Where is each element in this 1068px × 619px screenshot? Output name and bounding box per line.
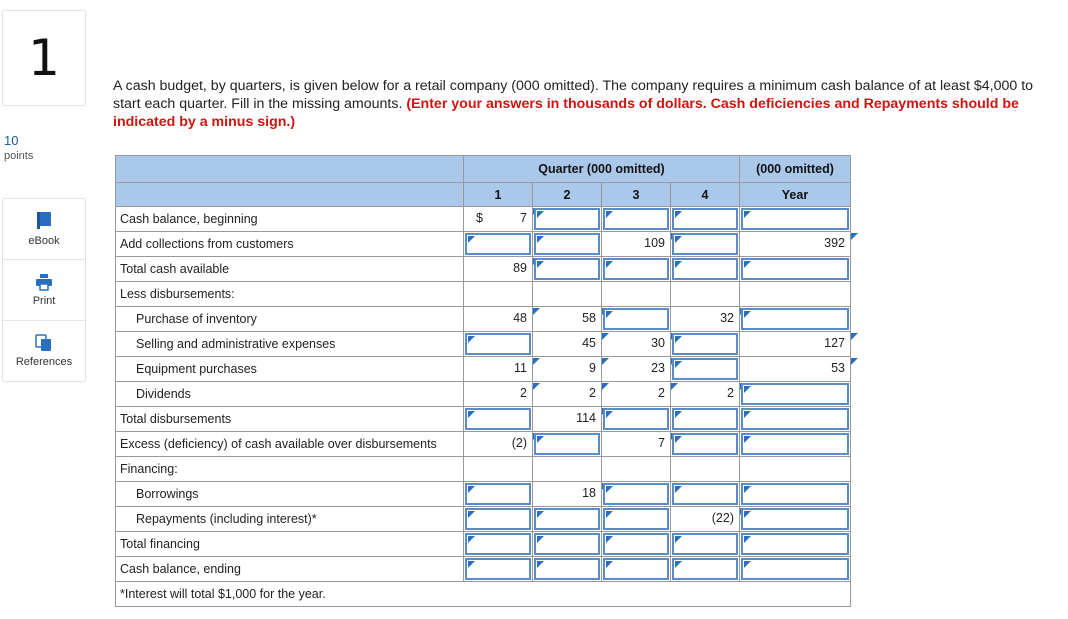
cell-value: 7	[520, 211, 527, 225]
input-box[interactable]	[603, 408, 669, 430]
header-q1: 1	[464, 183, 533, 207]
row-label: Financing:	[116, 457, 464, 482]
input-flag-icon	[537, 536, 544, 543]
cell-value: 58	[582, 311, 596, 325]
header-year: Year	[740, 183, 851, 207]
empty-cell	[740, 457, 851, 482]
input-box[interactable]	[603, 258, 669, 280]
cell-flag-icon	[851, 358, 858, 365]
input-flag-icon	[606, 261, 613, 268]
answer-input-q1[interactable]	[464, 557, 533, 582]
input-box[interactable]	[741, 558, 849, 580]
answer-input-year[interactable]	[740, 557, 851, 582]
question-instructions: (Enter your answers in thousands of dollars. Cash deficiencies and Repayments should be indicated by a minus sign.)	[113, 96, 1019, 130]
given-value-q4	[671, 507, 740, 532]
input-box[interactable]	[672, 358, 738, 380]
input-box[interactable]	[534, 233, 600, 255]
input-flag-icon	[537, 436, 544, 443]
cell-value: 7	[658, 436, 665, 450]
answer-input-q3[interactable]	[602, 482, 671, 507]
empty-cell	[671, 282, 740, 307]
input-flag-icon	[537, 511, 544, 518]
input-flag-icon	[606, 511, 613, 518]
given-value-q4	[671, 307, 740, 332]
given-value-q1	[464, 432, 533, 457]
input-flag-icon	[675, 436, 682, 443]
answer-input-q4[interactable]	[671, 332, 740, 357]
input-flag-icon	[675, 361, 682, 368]
answer-input-year[interactable]	[740, 532, 851, 557]
answer-input-q4[interactable]	[671, 357, 740, 382]
table-row	[116, 257, 851, 282]
cell-value: 48	[513, 311, 527, 325]
given-value-q3	[602, 382, 671, 407]
table-row	[116, 482, 851, 507]
empty-cell	[671, 457, 740, 482]
ebook-label: eBook	[28, 235, 60, 247]
input-flag-icon	[606, 561, 613, 568]
table-row	[116, 307, 851, 332]
answer-input-q2[interactable]	[533, 432, 602, 457]
answer-input-q1[interactable]	[464, 332, 533, 357]
input-box[interactable]	[741, 433, 849, 455]
answer-input-q4[interactable]	[671, 557, 740, 582]
header-q3: 3	[602, 183, 671, 207]
input-box[interactable]	[465, 533, 531, 555]
input-flag-icon	[744, 411, 751, 418]
given-value-q1	[464, 357, 533, 382]
input-flag-icon	[675, 236, 682, 243]
question-body: A cash budget, by quarters, is given below for a retail company (000 omitted). The company requires a minimum cash balance of at least $4,000 to start each quarter. Fill in the missing amounts.	[113, 78, 1034, 112]
given-value-q2	[533, 382, 602, 407]
footnote: *Interest will total $1,000 for the year.	[116, 582, 851, 607]
empty-cell	[602, 282, 671, 307]
answer-input-q3[interactable]	[602, 407, 671, 432]
input-flag-icon	[744, 311, 751, 318]
input-box[interactable]	[741, 258, 849, 280]
print-button[interactable]	[3, 260, 85, 321]
input-flag-icon	[744, 486, 751, 493]
input-box[interactable]	[672, 408, 738, 430]
input-box[interactable]	[672, 433, 738, 455]
given-value-q2	[533, 357, 602, 382]
cell-value: 2	[520, 386, 527, 400]
table-row	[116, 557, 851, 582]
book-icon	[35, 211, 53, 231]
tool-panel	[2, 198, 86, 382]
given-value-year	[740, 232, 851, 257]
input-flag-icon	[468, 511, 475, 518]
given-value-q3	[602, 357, 671, 382]
given-value-year	[740, 332, 851, 357]
input-flag-icon	[606, 486, 613, 493]
answer-input-q1[interactable]	[464, 232, 533, 257]
references-label: References	[15, 356, 73, 368]
input-box[interactable]	[465, 408, 531, 430]
row-label: Total financing	[116, 532, 464, 557]
answer-input-q3[interactable]	[602, 257, 671, 282]
input-box[interactable]	[534, 433, 600, 455]
input-box[interactable]	[672, 333, 738, 355]
input-box[interactable]	[672, 558, 738, 580]
cell-flag-icon	[851, 333, 858, 340]
header-q2: 2	[533, 183, 602, 207]
answer-input-q1[interactable]	[464, 407, 533, 432]
input-box[interactable]	[672, 208, 738, 230]
input-flag-icon	[468, 336, 475, 343]
answer-input-q4[interactable]	[671, 432, 740, 457]
cell-value: 2	[658, 386, 665, 400]
cell-value: 11	[514, 361, 527, 375]
answer-input-q2[interactable]	[533, 257, 602, 282]
answer-input-q3[interactable]	[602, 507, 671, 532]
row-label: Total disbursements	[116, 407, 464, 432]
cell-value: 2	[727, 386, 734, 400]
header-quarter-group: Quarter (000 omitted)	[464, 156, 740, 183]
cell-value: 89	[513, 261, 527, 275]
row-label: Less disbursements:	[116, 282, 464, 307]
cell-value: 45	[582, 336, 596, 350]
row-label: Total cash available	[116, 257, 464, 282]
input-box[interactable]	[534, 533, 600, 555]
cell-value: 2	[589, 386, 596, 400]
cell-flag-icon	[851, 233, 858, 240]
printer-icon	[35, 273, 53, 291]
table-row	[116, 507, 851, 532]
input-flag-icon	[744, 536, 751, 543]
header-blank-2	[116, 183, 464, 207]
answer-input-year[interactable]	[740, 307, 851, 332]
cell-value: 127	[824, 336, 845, 350]
answer-input-year[interactable]	[740, 207, 851, 232]
row-label: Purchase of inventory	[116, 307, 464, 332]
input-flag-icon	[744, 261, 751, 268]
cell-value: 114	[576, 411, 596, 425]
table-row	[116, 382, 851, 407]
table-row	[116, 532, 851, 557]
references-button[interactable]	[3, 321, 85, 381]
cell-value: (22)	[711, 511, 734, 525]
given-value-q1	[464, 382, 533, 407]
input-box[interactable]	[672, 533, 738, 555]
input-flag-icon	[468, 536, 475, 543]
header-blank	[116, 156, 464, 183]
given-value-q4	[671, 382, 740, 407]
input-box[interactable]	[741, 408, 849, 430]
input-flag-icon	[537, 561, 544, 568]
table-row	[116, 432, 851, 457]
empty-cell	[464, 282, 533, 307]
input-box[interactable]	[672, 233, 738, 255]
table-row	[116, 282, 851, 307]
row-label: Dividends	[116, 382, 464, 407]
given-value-q2	[533, 482, 602, 507]
given-value-q2	[533, 407, 602, 432]
input-box[interactable]	[465, 233, 531, 255]
answer-input-q2[interactable]	[533, 232, 602, 257]
input-flag-icon	[468, 236, 475, 243]
input-flag-icon	[675, 211, 682, 218]
empty-cell	[464, 457, 533, 482]
input-box[interactable]	[534, 558, 600, 580]
input-box[interactable]	[741, 533, 849, 555]
cell-value: 18	[582, 486, 596, 500]
answer-input-q4[interactable]	[671, 257, 740, 282]
empty-cell	[602, 457, 671, 482]
answer-input-q4[interactable]	[671, 232, 740, 257]
cell-value: (2)	[511, 436, 527, 450]
answer-input-q3[interactable]	[602, 207, 671, 232]
input-box[interactable]	[465, 508, 531, 530]
input-box[interactable]	[603, 508, 669, 530]
row-label: Repayments (including interest)*	[116, 507, 464, 532]
given-value-q2	[533, 307, 602, 332]
input-flag-icon	[744, 211, 751, 218]
input-box[interactable]	[534, 508, 600, 530]
input-flag-icon	[606, 311, 613, 318]
table-row	[116, 232, 851, 257]
answer-input-q1[interactable]	[464, 532, 533, 557]
empty-cell	[533, 282, 602, 307]
input-box[interactable]	[672, 258, 738, 280]
empty-cell	[740, 282, 851, 307]
input-flag-icon	[606, 411, 613, 418]
row-label: Add collections from customers	[116, 232, 464, 257]
input-box[interactable]	[741, 483, 849, 505]
cash-budget-table	[115, 155, 851, 607]
answer-input-q2[interactable]	[533, 532, 602, 557]
input-box[interactable]	[603, 308, 669, 330]
input-box[interactable]	[741, 508, 849, 530]
currency-symbol: $	[476, 211, 483, 225]
input-flag-icon	[468, 561, 475, 568]
answer-input-q1[interactable]	[464, 507, 533, 532]
input-box[interactable]	[465, 333, 531, 355]
given-value-q3	[602, 432, 671, 457]
cell-value: 392	[824, 236, 845, 250]
points-value: 10	[4, 133, 19, 148]
header-year-group: (000 omitted)	[740, 156, 851, 183]
input-box[interactable]	[672, 483, 738, 505]
input-flag-icon	[744, 561, 751, 568]
cell-value: 32	[720, 311, 734, 325]
answer-input-q4[interactable]	[671, 407, 740, 432]
input-flag-icon	[537, 211, 544, 218]
row-label: Cash balance, ending	[116, 557, 464, 582]
row-label: Cash balance, beginning	[116, 207, 464, 232]
given-value-q1	[464, 207, 533, 232]
input-flag-icon	[675, 561, 682, 568]
ebook-button[interactable]	[3, 199, 85, 260]
input-box[interactable]	[603, 208, 669, 230]
table-row	[116, 207, 851, 232]
input-flag-icon	[675, 486, 682, 493]
left-rail	[0, 0, 86, 619]
cell-value: 53	[831, 361, 845, 375]
row-label: Borrowings	[116, 482, 464, 507]
input-box[interactable]	[741, 308, 849, 330]
given-value-q2	[533, 332, 602, 357]
print-label: Print	[32, 295, 56, 307]
input-box[interactable]	[465, 558, 531, 580]
table-row	[116, 457, 851, 482]
input-flag-icon	[675, 336, 682, 343]
table-row	[116, 407, 851, 432]
table-body	[116, 207, 851, 582]
header-q4: 4	[671, 183, 740, 207]
input-flag-icon	[606, 211, 613, 218]
row-label: Excess (deficiency) of cash available over disbursements	[116, 432, 464, 457]
input-flag-icon	[675, 261, 682, 268]
answer-input-year[interactable]	[740, 257, 851, 282]
given-value-q1	[464, 307, 533, 332]
answer-input-q3[interactable]	[602, 532, 671, 557]
answer-input-q2[interactable]	[533, 557, 602, 582]
answer-input-year[interactable]	[740, 407, 851, 432]
answer-input-q4[interactable]	[671, 482, 740, 507]
input-box[interactable]	[741, 208, 849, 230]
cell-value: 109	[644, 236, 665, 250]
input-flag-icon	[537, 236, 544, 243]
input-flag-icon	[744, 511, 751, 518]
input-flag-icon	[675, 411, 682, 418]
row-label: Equipment purchases	[116, 357, 464, 382]
answer-input-year[interactable]	[740, 482, 851, 507]
input-box[interactable]	[603, 483, 669, 505]
cell-value: 9	[589, 361, 596, 375]
answer-input-q2[interactable]	[533, 207, 602, 232]
input-flag-icon	[606, 536, 613, 543]
empty-cell	[533, 457, 602, 482]
input-flag-icon	[744, 386, 751, 393]
row-label: Selling and administrative expenses	[116, 332, 464, 357]
answer-input-q4[interactable]	[671, 532, 740, 557]
input-flag-icon	[468, 411, 475, 418]
input-flag-icon	[537, 261, 544, 268]
input-flag-icon	[468, 486, 475, 493]
answer-input-q1[interactable]	[464, 482, 533, 507]
input-box[interactable]	[741, 383, 849, 405]
cell-value: 30	[651, 336, 665, 350]
given-value-year	[740, 357, 851, 382]
input-flag-icon	[675, 536, 682, 543]
points-label: points	[4, 150, 34, 162]
input-box[interactable]	[534, 258, 600, 280]
table-row	[116, 357, 851, 382]
input-box[interactable]	[603, 558, 669, 580]
given-value-q3	[602, 332, 671, 357]
answer-input-q4[interactable]	[671, 207, 740, 232]
answer-input-q2[interactable]	[533, 507, 602, 532]
input-box[interactable]	[603, 533, 669, 555]
question-number: 1	[2, 10, 86, 106]
question-text	[113, 77, 1043, 131]
answer-input-q3[interactable]	[602, 307, 671, 332]
answer-input-year[interactable]	[740, 507, 851, 532]
given-value-q1	[464, 257, 533, 282]
answer-input-year[interactable]	[740, 382, 851, 407]
input-box[interactable]	[534, 208, 600, 230]
given-value-q3	[602, 232, 671, 257]
table-row	[116, 332, 851, 357]
answer-input-q3[interactable]	[602, 557, 671, 582]
documents-icon	[35, 334, 53, 352]
cell-value: 23	[651, 361, 665, 375]
input-flag-icon	[744, 436, 751, 443]
answer-input-year[interactable]	[740, 432, 851, 457]
input-box[interactable]	[465, 483, 531, 505]
